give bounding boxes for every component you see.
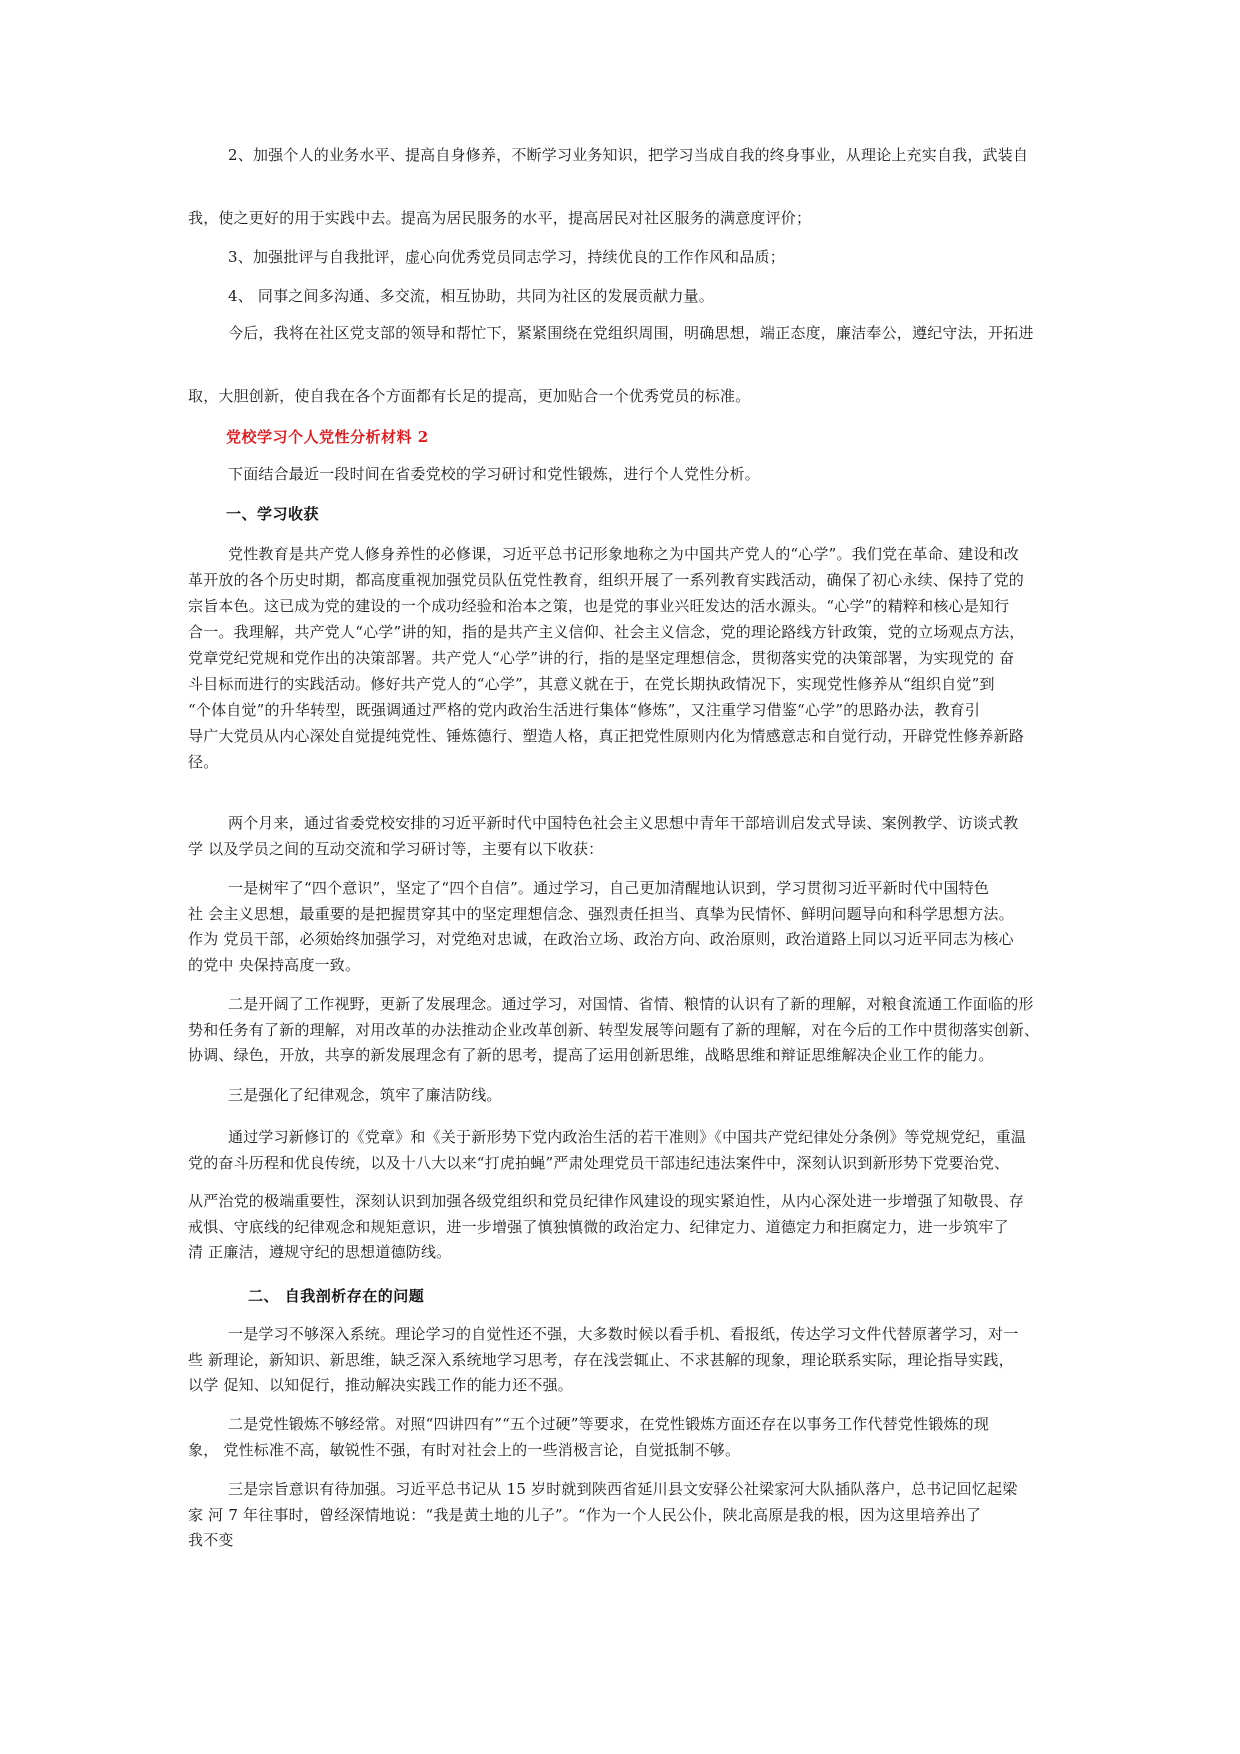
paragraph-study-rules-cont bbox=[188, 1189, 1060, 1266]
paragraph-problem-3 bbox=[188, 1477, 1060, 1554]
paragraph-line: 势和任务有了新的理解，对用改革的办法推动企业改革创新、转型发展等问题有了新的理解，对在今后的工作中贯彻落实创新、 bbox=[188, 1020, 1040, 1039]
paragraph-line: 宗旨本色。这已成为党的建设的一个成功经验和治本之策，也是党的事业兴旺发达的活水源头。“心学”的精粹和核心是知行 bbox=[188, 597, 1010, 615]
intro-paragraph bbox=[188, 462, 1060, 488]
paragraph-line: 导广大党员从内心深处自觉提纯党性、锤炼德行、塑造人格，真正把党性原则内化为情感意志和自觉行动，开辟党性修养新路 bbox=[188, 727, 1025, 745]
paragraph-line: 今后，我将在社区党支部的领导和帮忙下，紧紧围绕在党组织周围，明确思想，端正态度，廉洁奉公，遵纪守法，开拓进 bbox=[228, 324, 1034, 342]
paragraph-line: 斗目标而进行的实践活动。修好共产党人的“心学”，其意义就在于，在党长期执政情况下，实现党性修养从“组织自觉”到 bbox=[188, 675, 995, 693]
paragraph-gain-first bbox=[188, 876, 1060, 978]
paragraph-future-cont bbox=[188, 384, 1060, 410]
paragraph-line: 象， 党性标准不高，敏锐性不强，有时对社会上的一些消极言论，自觉抵制不够。 bbox=[188, 1440, 741, 1459]
paragraph-line: 合一。我理解，共产党人“心学”讲的知，指的是共产主义信仰、社会主义信念，党的理论路线方针政策，党的立场观点方法， bbox=[188, 623, 1025, 641]
paragraph-item-3 bbox=[188, 245, 1060, 271]
paragraph-item-4 bbox=[188, 284, 1060, 310]
paragraph-line: 学 以及学员之间的互动交流和学习研讨等，主要有以下收获： bbox=[188, 839, 604, 858]
paragraph-problem-1 bbox=[188, 1322, 1060, 1399]
paragraph-line: 下面结合最近一段时间在省委党校的学习研讨和党性锻炼，进行个人党性分析。 bbox=[228, 465, 761, 483]
paragraph-line: 通过学习新修订的《党章》和《关于新形势下党内政治生活的若干准则》《中国共产党纪律处分条例》等党规党纪，重温 bbox=[228, 1128, 1027, 1146]
paragraph-item-2-cont bbox=[188, 206, 1060, 232]
paragraph-line: 我不变 bbox=[188, 1531, 234, 1549]
paragraph-xinxue bbox=[188, 541, 1060, 775]
paragraph-line: 一是树牢了“四个意识”，坚定了“四个自信”。通过学习，自己更加清醒地认识到，学习贯彻习近平新时代中国特色 bbox=[228, 879, 990, 897]
paragraph-line: 以学 促知、以知促行，推动解决实践工作的能力还不强。 bbox=[188, 1376, 573, 1394]
paragraph-study-rules bbox=[188, 1125, 1060, 1176]
paragraph-problem-2 bbox=[188, 1412, 1060, 1463]
paragraph-line: 二是开阔了工作视野，更新了发展理念。通过学习，对国情、省情、粮情的认识有了新的理解，对粮食流通工作面临的形 bbox=[228, 995, 1034, 1013]
heading-learning-gains: 一、学习收获 bbox=[226, 505, 320, 523]
heading-self-analysis: 二、 自我剖析存在的问题 bbox=[248, 1287, 425, 1305]
paragraph-two-months bbox=[188, 811, 1060, 862]
paragraph-line: 3、加强批评与自我批评，虚心向优秀党员同志学习，持续优良的工作作风和品质； bbox=[228, 248, 785, 266]
paragraph-line: 家 河 7 年往事时，曾经深情地说：“我是黄土地的儿子”。“作为一个人民公仆，陕北高原是我的根，因为这里培养出了 bbox=[188, 1505, 982, 1524]
paragraph-line: 党的奋斗历程和优良传统，以及十八大以来“打虎拍蝇”严肃处理党员干部违纪违法案件中，深刻认识到新形势下党要治党、 bbox=[188, 1153, 1010, 1172]
paragraph-line: 党性教育是共产党人修身养性的必修课，习近平总书记形象地称之为中国共产党人的“心学”。我们党在革命、建设和改 bbox=[228, 545, 1019, 563]
paragraph-line: 取，大胆创新，使自我在各个方面都有长足的提高，更加贴合一个优秀党员的标准。 bbox=[188, 387, 751, 405]
paragraph-line: 4、 同事之间多沟通、多交流，相互协助，共同为社区的发展贡献力量。 bbox=[228, 287, 714, 305]
paragraph-gain-second bbox=[188, 992, 1060, 1069]
paragraph-line: 从严治党的极端重要性，深刻认识到加强各级党组织和党员纪律作风建设的现实紧迫性，从内心深处进一步增强了知敬畏、存 bbox=[188, 1192, 1025, 1210]
paragraph-future bbox=[188, 321, 1060, 347]
paragraph-line: 戒惧、守底线的纪律观念和规矩意识，进一步增强了慎独慎微的政治定力、纪律定力、道德定力和拒腐定力，进一步筑牢了 bbox=[188, 1217, 1009, 1236]
paragraph-line: 革开放的各个历史时期，都高度重视加强党员队伍党性教育，组织开展了一系列教育实践活动，确保了初心永续、保持了党的 bbox=[188, 571, 1025, 589]
paragraph-line: 些 新理论，新知识、新思维，缺乏深入系统地学习思考，存在浅尝辄止、不求甚解的现象，理论联系实际，理论指导实践， bbox=[188, 1350, 1014, 1369]
paragraph-line: 清 正廉洁，遵规守纪的思想道德防线。 bbox=[188, 1243, 452, 1261]
paragraph-line: 社 会主义思想，最重要的是把握贯穿其中的坚定理想信念、强烈责任担当、真挚为民情怀、鲜明问题导向和科学思想方法。 bbox=[188, 904, 1014, 923]
paragraph-line: 协调、绿色，开放，共享的新发展理念有了新的思考，提高了运用创新思维，战略思维和辩证思维解决企业工作的能力。 bbox=[188, 1046, 994, 1064]
paragraph-line: 三是宗旨意识有待加强。习近平总书记从 15 岁时就到陕西省延川县文安驿公社梁家河大队插队落户，总书记回忆起梁 bbox=[228, 1480, 1018, 1498]
paragraph-line: 党章党纪党规和党作出的决策部署。共产党人“心学”讲的行，指的是坚定理想信念，贯彻落实党的决策部署，为实现党的 奋 bbox=[188, 649, 1015, 667]
paragraph-line: 三是强化了纪律观念，筑牢了廉洁防线。 bbox=[228, 1086, 502, 1104]
paragraph-line: 作为 党员干部，必须始终加强学习，对党绝对忠诚，在政治立场、政治方向、政治原则，政治道路上同以习近平同志为核心 bbox=[188, 930, 1014, 948]
section-title: 党校学习个人党性分析材料 2 bbox=[226, 428, 429, 446]
paragraph-line: “个体自觉”的升华转型，既强调通过严格的党内政治生活进行集体“修炼”，又注重学习借鉴“心学”的思路办法，教育引 bbox=[188, 701, 981, 719]
paragraph-line: 一是学习不够深入系统。理论学习的自觉性还不强，大多数时候以看手机、看报纸，传达学习文件代替原著学习，对一 bbox=[228, 1325, 1019, 1343]
paragraph-line: 2、加强个人的业务水平、提高自身修养，不断学习业务知识，把学习当成自我的终身事业，从理论上充实自我，武装自 bbox=[228, 146, 1029, 164]
paragraph-line: 二是党性锻炼不够经常。对照“四讲四有”“五个过硬”等要求，在党性锻炼方面还存在以事务工作代替党性锻炼的现 bbox=[228, 1415, 990, 1433]
paragraph-line: 两个月来，通过省委党校安排的习近平新时代中国特色社会主义思想中青年干部培训启发式导读、案例教学、访谈式教 bbox=[228, 814, 1019, 832]
paragraph-line: 的党中 央保持高度一致。 bbox=[188, 955, 361, 974]
paragraph-gain-third bbox=[188, 1083, 1060, 1109]
paragraph-line: 径。 bbox=[188, 753, 219, 771]
paragraph-item-2 bbox=[188, 143, 1060, 169]
paragraph-line: 我，使之更好的用于实践中去。提高为居民服务的水平，提高居民对社区服务的满意度评价； bbox=[188, 209, 812, 227]
